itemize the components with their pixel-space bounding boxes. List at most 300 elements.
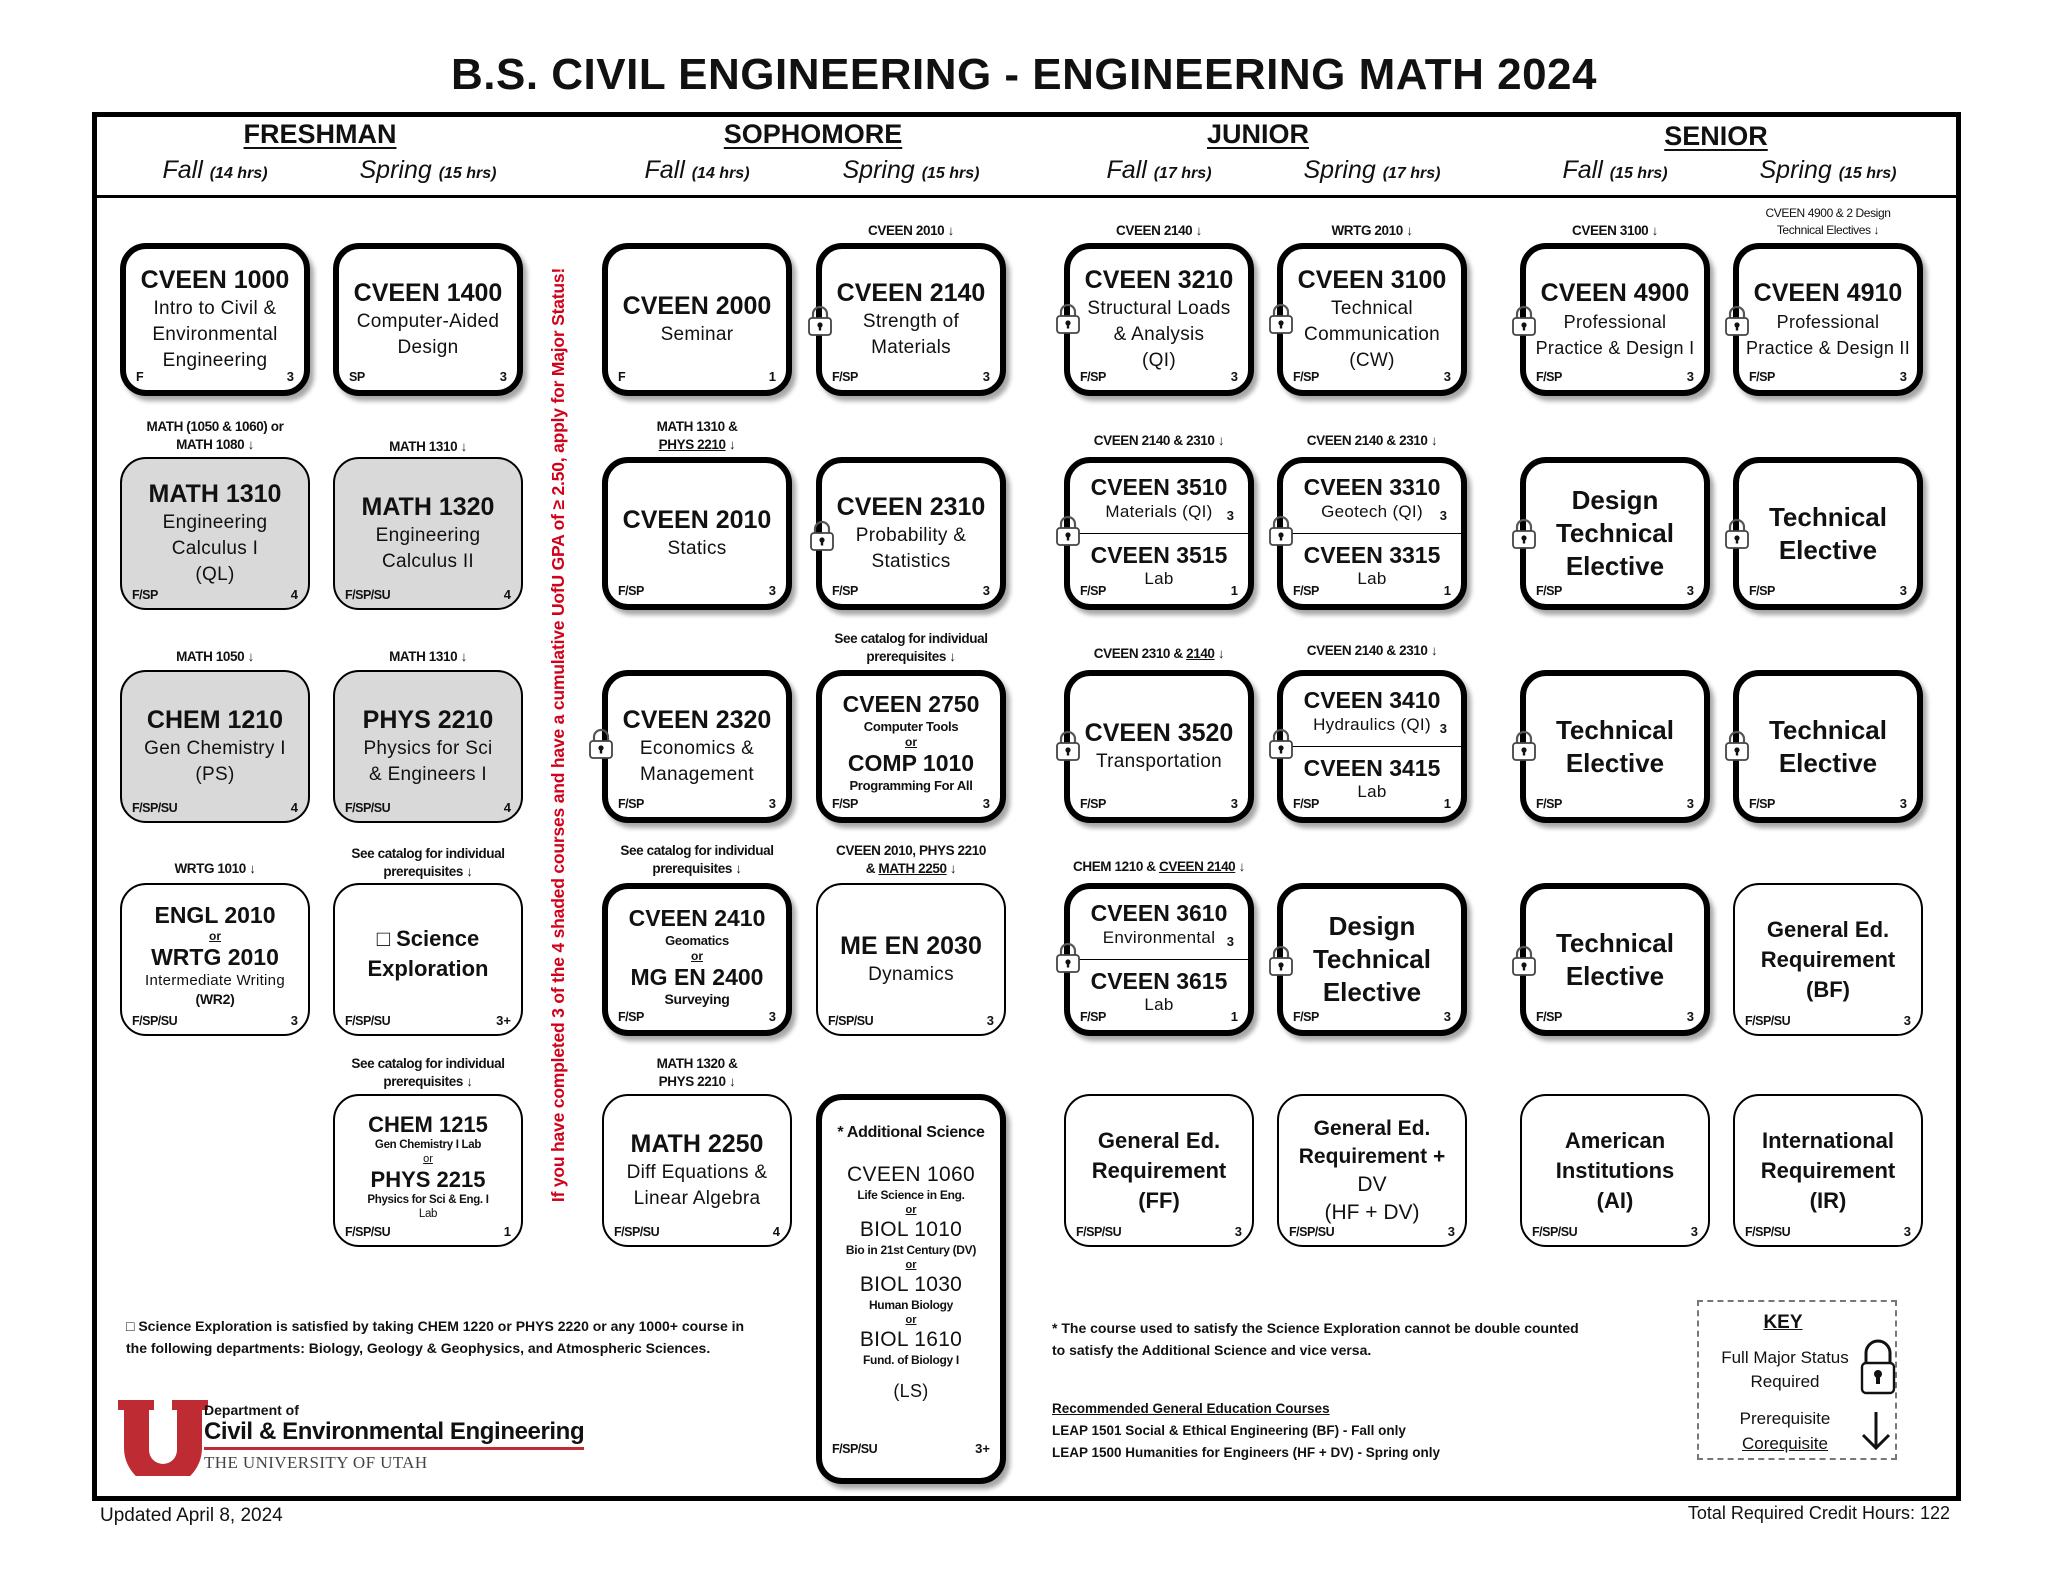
- credit-hours: 3: [1686, 1009, 1694, 1024]
- course-title: Materials: [871, 337, 951, 358]
- credit-hours: 3: [982, 796, 990, 811]
- or-separator: or: [423, 1153, 433, 1165]
- prereq-math-1320: MATH 1310 ↓: [389, 439, 467, 454]
- legend-key: [1697, 1300, 1897, 1460]
- credit-hours: 1: [1443, 796, 1451, 811]
- term-junior-spring: Spring (17 hrs): [1303, 156, 1441, 184]
- course-title: Technical: [1768, 714, 1887, 745]
- credit-hours: 3: [1899, 369, 1907, 384]
- credit-hours: 3: [1234, 1224, 1242, 1239]
- course-cveen-4900[interactable]: [1520, 243, 1710, 396]
- course-title: Surveying: [664, 991, 730, 1007]
- course-code: CVEEN 2010: [622, 506, 772, 534]
- prereq-chem-1210: MATH 1050 ↓: [176, 649, 254, 664]
- credit-hours: 3: [1686, 369, 1694, 384]
- prereq-cveen-3410: CVEEN 2140 & 2310 ↓: [1306, 643, 1438, 658]
- course-title: Lab: [1357, 781, 1387, 801]
- credit-hours: 3: [982, 583, 990, 598]
- semester-offered: F/SP/SU: [832, 1442, 878, 1456]
- course-code: MG EN 2400: [630, 964, 764, 990]
- course-title: International: [1761, 1127, 1894, 1153]
- credit-hours: 3: [768, 796, 776, 811]
- course-math-1310[interactable]: [120, 457, 310, 610]
- course-title: Seminar: [660, 324, 734, 345]
- course-title: Intro to Civil &: [153, 298, 277, 319]
- course-code: CVEEN 3315: [1303, 541, 1441, 568]
- lecture-section: [1283, 463, 1461, 534]
- course-cveen-2010[interactable]: [602, 457, 792, 610]
- credit-hours: 1: [1443, 583, 1451, 598]
- course-code: ENGL 2010: [154, 901, 276, 928]
- course-title: Bio in 21st Century (DV): [845, 1243, 977, 1257]
- course-title: Probability &: [855, 525, 967, 546]
- course-cveen-1000[interactable]: [120, 243, 310, 396]
- semester-offered: F/SP: [1749, 797, 1775, 811]
- semester-offered: F/SP/SU: [132, 801, 178, 815]
- course-code: CHEM 1215: [368, 1112, 488, 1137]
- credit-hours: 3: [1899, 583, 1907, 598]
- semester-offered: F/SP: [1293, 370, 1319, 384]
- semester-offered: F/SP/SU: [828, 1014, 874, 1028]
- gen-ed-tag: (AI): [1596, 1187, 1634, 1213]
- course-title: Elective: [1778, 534, 1878, 565]
- course-title: Physics for Sci & Eng. I: [367, 1194, 489, 1206]
- course-cveen-1400[interactable]: [333, 243, 523, 396]
- university-logo-icon: [118, 1400, 208, 1476]
- course-title: Calculus II: [381, 551, 474, 572]
- course-code: CVEEN 3210: [1084, 266, 1234, 294]
- credit-hours: 3: [1226, 934, 1234, 949]
- gen-ed-tag: (IR): [1809, 1187, 1847, 1213]
- arrow-down-icon: [1859, 1410, 1893, 1452]
- prereq-cveen-4900: CVEEN 3100 ↓: [1572, 223, 1658, 238]
- credit-hours: 3: [1439, 721, 1447, 736]
- credit-hours: 3: [1899, 796, 1907, 811]
- lock-icon: [1055, 515, 1081, 547]
- prereq-me-en-2030: CVEEN 2010, PHYS 2210 & MATH 2250 ↓: [836, 843, 986, 876]
- major-status-note: If you have completed 3 of the 4 shaded courses and have a cumulative UofU GPA of ≥ 2.50, apply for Major Status!: [548, 267, 568, 1203]
- term-senior-fall: Fall (15 hrs): [1562, 156, 1668, 184]
- course-math-2250[interactable]: [602, 1094, 792, 1247]
- semester-offered: F/SP/SU: [345, 1014, 391, 1028]
- course-code: CVEEN 3100: [1297, 266, 1447, 294]
- credit-hours: 3: [982, 369, 990, 384]
- course-title: & Engineers I: [369, 764, 487, 785]
- credit-hours: 3+: [496, 1013, 511, 1028]
- semester-offered: F/SP/SU: [132, 1014, 178, 1028]
- course-title: Gen Chemistry I Lab: [374, 1139, 482, 1151]
- course-code: MATH 1320: [361, 493, 495, 521]
- course-title: Intermediate Writing: [145, 971, 285, 989]
- credit-hours: 3: [1903, 1224, 1911, 1239]
- semester-offered: F/SP: [1749, 584, 1775, 598]
- semester-offered: F/SP: [832, 797, 858, 811]
- semester-offered: F: [618, 370, 626, 384]
- lock-icon: [1055, 942, 1081, 974]
- course-cveen-3310-3315[interactable]: [1277, 457, 1467, 610]
- semester-offered: F/SP: [1536, 797, 1562, 811]
- course-title: Design: [1571, 485, 1659, 515]
- course-title: Elective: [1565, 960, 1665, 991]
- semester-offered: F/SP: [1536, 370, 1562, 384]
- credit-hours: 3: [1443, 1009, 1451, 1024]
- semester-offered: F: [136, 370, 144, 384]
- semester-offered: F/SP: [1536, 1010, 1562, 1024]
- course-title: Geomatics: [665, 933, 729, 948]
- semester-offered: F/SP: [1080, 1010, 1106, 1024]
- gen-ed-tag: (QL): [195, 564, 235, 585]
- technical-elective-2[interactable]: [1733, 457, 1923, 610]
- course-title: Institutions: [1555, 1157, 1675, 1183]
- semester-offered: F/SP: [832, 370, 858, 384]
- course-title: Economics &: [639, 738, 755, 759]
- or-separator: or: [905, 735, 917, 749]
- course-title: Practice & Design I: [1535, 338, 1695, 358]
- course-cveen-3210[interactable]: [1064, 243, 1254, 396]
- or-separator: or: [905, 1259, 917, 1271]
- additional-science-note: * The course used to satisfy the Science Exploration cannot be double counted to satisfy the Additional Science and vice versa.: [1052, 1320, 1579, 1358]
- course-title: Programming For All: [849, 778, 973, 793]
- course-cveen-2140[interactable]: [816, 243, 1006, 396]
- course-title: Technical: [1555, 714, 1674, 745]
- gen-ed-tag: DV: [1357, 1172, 1387, 1196]
- course-cveen-3510-3515[interactable]: [1064, 457, 1254, 610]
- course-cveen-3520[interactable]: [1064, 670, 1254, 823]
- course-title: Lab: [1144, 568, 1174, 588]
- course-cveen-2310[interactable]: [816, 457, 1006, 610]
- lock-icon: [1268, 728, 1294, 760]
- semester-offered: F/SP: [1080, 797, 1106, 811]
- course-code: WRTG 2010: [151, 943, 279, 970]
- year-junior: JUNIOR: [1206, 119, 1309, 149]
- course-title: Engineering: [375, 525, 481, 546]
- year-sophomore: SOPHOMORE: [723, 119, 903, 149]
- course-title: General Ed.: [1313, 1116, 1431, 1140]
- header-divider: [97, 195, 1956, 198]
- lock-icon: [1268, 515, 1294, 547]
- credit-hours: 3: [1447, 1224, 1455, 1239]
- science-exploration-note: □ Science Exploration is satisfied by taking CHEM 1220 or PHYS 2220 or any 1000+ course in the following departments: Biology, Geology & Geophysics, and Atmospheric Sciences.: [126, 1318, 745, 1356]
- lock-icon: [1724, 730, 1750, 762]
- gen-ed-tag: (WR2): [195, 990, 235, 1007]
- course-math-1320[interactable]: [333, 457, 523, 610]
- prereq-cveen-3100: WRTG 2010 ↓: [1331, 223, 1413, 238]
- course-title: Gen Chemistry I: [144, 738, 286, 759]
- course-code: CVEEN 2000: [622, 292, 772, 320]
- course-title: American: [1564, 1127, 1666, 1153]
- gen-ed-tag: (QI): [1142, 350, 1176, 371]
- course-title: Requirement: [1091, 1157, 1227, 1183]
- course-code: PHYS 2215: [370, 1167, 486, 1192]
- semester-offered: F/SP/SU: [345, 1225, 391, 1239]
- recommended-gen-ed: [1052, 1398, 1612, 1464]
- credit-hours: 4: [503, 587, 511, 602]
- term-sophomore-spring: Spring (15 hrs): [842, 156, 980, 184]
- prereq-cveen-2750: See catalog for individual prerequisites ↓: [834, 631, 988, 664]
- course-title: Physics for Sci: [363, 738, 493, 759]
- prereq-science-lab: See catalog for individual prerequisites ↓: [351, 1056, 505, 1089]
- logo-dept-prefix: Department of: [204, 1402, 299, 1418]
- lock-icon: [1724, 518, 1750, 550]
- course-code: CVEEN 1060: [847, 1163, 975, 1186]
- course-cveen-2410-mg-en-2400[interactable]: [602, 883, 792, 1036]
- lock-icon: [1511, 305, 1537, 337]
- course-code: CVEEN 1400: [353, 279, 503, 307]
- logo-dept-name: Civil & Environmental Engineering: [204, 1418, 584, 1450]
- course-code: BIOL 1610: [859, 1328, 963, 1351]
- course-title: Lab: [1357, 568, 1387, 588]
- course-title: Strength of: [862, 311, 960, 332]
- technical-elective-3[interactable]: [1520, 883, 1710, 1036]
- semester-offered: F/SP: [832, 584, 858, 598]
- course-code: CVEEN 2410: [628, 905, 766, 931]
- prereq-math-1310: MATH (1050 & 1060) or MATH 1080 ↓: [146, 419, 284, 452]
- course-title: Linear Algebra: [633, 1188, 761, 1209]
- or-separator: or: [209, 928, 221, 943]
- course-title: Engineering: [162, 350, 268, 371]
- course-code: CVEEN 2140: [836, 279, 986, 307]
- lock-icon: [807, 305, 833, 337]
- course-title: Professional: [1563, 312, 1667, 332]
- prereq-cveen-2410: See catalog for individual prerequisites ↓: [620, 843, 774, 876]
- term-freshman-spring: Spring (15 hrs): [359, 156, 497, 184]
- course-title: Structural Loads: [1087, 298, 1231, 319]
- course-title: □ Science: [376, 925, 480, 951]
- gen-ed-tag: (BF): [1806, 976, 1850, 1002]
- course-code: CVEEN 3615: [1090, 967, 1228, 994]
- course-code: MATH 1310: [148, 480, 282, 508]
- course-title: Elective: [1322, 977, 1422, 1007]
- credit-hours: 3: [286, 369, 294, 384]
- gen-ed-ff[interactable]: [1064, 1094, 1254, 1247]
- semester-offered: F/SP/SU: [345, 588, 391, 602]
- prereq-cveen-3510: CVEEN 2140 & 2310 ↓: [1093, 433, 1225, 448]
- course-title: Elective: [1565, 747, 1665, 778]
- course-cveen-4910[interactable]: [1733, 243, 1923, 396]
- course-code: PHYS 2210: [362, 706, 494, 734]
- gen-ed-tag: (HF + DV): [1324, 1200, 1420, 1224]
- credit-hours: 3: [499, 369, 507, 384]
- semester-offered: F/SP/SU: [1745, 1014, 1791, 1028]
- key-arrow-label: Prerequisite Corequisite: [1739, 1409, 1831, 1453]
- course-code: CVEEN 1000: [140, 266, 290, 294]
- prereq-math-2250: MATH 1320 & PHYS 2210 ↓: [656, 1056, 738, 1089]
- course-title: Materials (QI): [1105, 501, 1213, 521]
- course-code: BIOL 1010: [859, 1218, 963, 1241]
- course-phys-2210[interactable]: [333, 670, 523, 823]
- course-code: BIOL 1030: [859, 1273, 963, 1296]
- course-title: Requirement: [1760, 1157, 1896, 1183]
- prereq-cveen-3610: CHEM 1210 & CVEEN 2140 ↓: [1073, 859, 1245, 874]
- gen-ed-ir[interactable]: [1733, 1094, 1923, 1247]
- key-title: KEY: [1763, 1312, 1803, 1333]
- year-senior: SENIOR: [1664, 121, 1768, 151]
- course-title: Computer Tools: [863, 719, 959, 734]
- gen-ed-tag: (LS): [893, 1381, 929, 1401]
- year-freshman: FRESHMAN: [243, 119, 397, 149]
- course-code: CVEEN 4910: [1753, 279, 1903, 307]
- credit-hours: 3: [1686, 583, 1694, 598]
- semester-offered: F/SP: [618, 797, 644, 811]
- logo-university: THE UNIVERSITY OF UTAH: [204, 1453, 428, 1472]
- course-title: Dynamics: [868, 964, 954, 985]
- course-title: * Additional Science: [837, 1124, 985, 1141]
- total-credit-hours: Total Required Credit Hours: 122: [1687, 1503, 1950, 1523]
- or-separator: or: [905, 1204, 917, 1216]
- credit-hours: 3: [768, 1009, 776, 1024]
- course-cveen-3610-3615[interactable]: [1064, 883, 1254, 1036]
- course-title: Human Biology: [868, 1298, 954, 1312]
- credit-hours: 1: [1230, 583, 1238, 598]
- lock-icon: [1055, 303, 1081, 335]
- lock-icon: [1055, 730, 1081, 762]
- prereq-science-exploration: See catalog for individual prerequisites ↓: [351, 846, 505, 879]
- course-title: Communication: [1304, 324, 1440, 345]
- course-title: Professional: [1776, 312, 1880, 332]
- credit-hours: 1: [1230, 1009, 1238, 1024]
- or-separator: or: [691, 949, 703, 963]
- semester-offered: F/SP: [1293, 797, 1319, 811]
- prereq-cveen-3210: CVEEN 2140 ↓: [1116, 223, 1202, 238]
- course-title: Practice & Design II: [1745, 338, 1911, 358]
- course-code: COMP 1010: [847, 750, 975, 776]
- gen-ed-bf[interactable]: [1733, 883, 1923, 1036]
- course-code: CVEEN 4900: [1540, 279, 1690, 307]
- gen-ed-hf-dv[interactable]: [1277, 1094, 1467, 1247]
- credit-hours: 3+: [975, 1441, 990, 1456]
- course-title: Elective: [1565, 551, 1665, 581]
- lock-icon: [1859, 1338, 1897, 1396]
- course-title: Lab: [1144, 994, 1174, 1014]
- credit-hours: 3: [1439, 508, 1447, 523]
- term-junior-fall: Fall (17 hrs): [1106, 156, 1212, 184]
- or-separator: or: [905, 1314, 917, 1326]
- semester-offered: SP: [349, 370, 365, 384]
- lock-icon: [1511, 518, 1537, 550]
- prereq-cveen-3520: CVEEN 2310 & 2140 ↓: [1093, 646, 1225, 661]
- credit-hours: 3: [986, 1013, 994, 1028]
- course-cveen-2750-comp-1010[interactable]: [816, 670, 1006, 823]
- course-engl-wrtg-2010[interactable]: [120, 883, 310, 1036]
- lock-icon: [809, 520, 835, 552]
- course-code: CVEEN 2310: [836, 493, 986, 521]
- course-title: Requirement +: [1298, 1144, 1446, 1168]
- course-code: CVEEN 3310: [1303, 473, 1441, 500]
- course-title: Technical: [1331, 298, 1413, 319]
- course-code: CVEEN 3410: [1303, 686, 1441, 713]
- semester-offered: F/SP: [132, 588, 158, 602]
- course-title: Management: [640, 764, 754, 785]
- credit-hours: 3: [1686, 796, 1694, 811]
- course-title: Design: [397, 337, 459, 358]
- lecture-section: [1283, 676, 1461, 747]
- course-me-en-2030[interactable]: [816, 883, 1006, 1036]
- page-title: B.S. CIVIL ENGINEERING - ENGINEERING MATH 2024: [450, 50, 1597, 99]
- credit-hours: 4: [772, 1224, 780, 1239]
- credit-hours: 4: [290, 800, 298, 815]
- course-cveen-3100[interactable]: [1277, 243, 1467, 396]
- recommended-heading: Recommended General Education Courses: [1052, 1401, 1330, 1416]
- course-code: ME EN 2030: [840, 932, 982, 960]
- semester-offered: F/SP: [618, 584, 644, 598]
- course-title: Computer-Aided: [356, 311, 500, 332]
- course-title: Lab: [418, 1208, 438, 1220]
- semester-offered: F/SP: [1080, 584, 1106, 598]
- course-code: CVEEN 3515: [1090, 541, 1228, 568]
- semester-offered: F/SP: [1749, 370, 1775, 384]
- credit-hours: 3: [1230, 796, 1238, 811]
- semester-offered: F/SP/SU: [1076, 1225, 1122, 1239]
- course-code: MATH 2250: [630, 1130, 764, 1158]
- course-title: Diff Equations &: [626, 1162, 768, 1183]
- course-title: Requirement: [1760, 946, 1896, 972]
- course-chem-1215-phys-2215[interactable]: [333, 1094, 523, 1247]
- semester-offered: F/SP/SU: [1289, 1225, 1335, 1239]
- course-science-exploration[interactable]: [333, 883, 523, 1036]
- course-title: Transportation: [1095, 751, 1222, 772]
- gen-ed-tag: (PS): [195, 764, 235, 785]
- course-title: & Analysis: [1113, 324, 1205, 345]
- course-title: Exploration: [367, 955, 489, 981]
- prereq-cveen-2140: CVEEN 2010 ↓: [868, 223, 954, 238]
- course-title: Environmental: [152, 324, 278, 345]
- course-code: CVEEN 3520: [1084, 719, 1234, 747]
- lock-icon: [1511, 730, 1537, 762]
- recommended-course: LEAP 1501 Social & Ethical Engineering (BF) - Fall only: [1052, 1423, 1406, 1438]
- course-code: CVEEN 3510: [1090, 473, 1228, 500]
- semester-offered: F/SP: [618, 1010, 644, 1024]
- gen-ed-ai[interactable]: [1520, 1094, 1710, 1247]
- credit-hours: 3: [1226, 508, 1234, 523]
- course-title: Environmental: [1102, 927, 1216, 947]
- credit-hours: 3: [290, 1013, 298, 1028]
- course-title: Technical: [1312, 944, 1431, 974]
- course-title: Technical: [1768, 501, 1887, 532]
- course-title: Statistics: [871, 551, 951, 572]
- prereq-engl-2010: WRTG 1010 ↓: [174, 861, 256, 876]
- course-title: Calculus I: [171, 538, 259, 559]
- lock-icon: [1724, 305, 1750, 337]
- prereq-cveen-3310: CVEEN 2140 & 2310 ↓: [1306, 433, 1438, 448]
- technical-elective-1[interactable]: [1520, 670, 1710, 823]
- credit-hours: 4: [503, 800, 511, 815]
- key-lock-label: Full Major Status Required: [1721, 1348, 1849, 1391]
- course-title: Hydraulics (QI): [1313, 714, 1431, 734]
- semester-offered: F/SP: [1293, 584, 1319, 598]
- course-title: Life Science in Eng.: [857, 1188, 965, 1202]
- course-additional-science[interactable]: [816, 1094, 1006, 1484]
- course-code: CVEEN 3415: [1303, 754, 1441, 781]
- course-title: General Ed.: [1097, 1127, 1221, 1153]
- term-senior-spring: Spring (15 hrs): [1759, 156, 1897, 184]
- design-technical-elective-junior[interactable]: [1277, 883, 1467, 1036]
- course-cveen-2000[interactable]: [602, 243, 792, 396]
- lock-icon: [1511, 945, 1537, 977]
- course-title: Design: [1328, 911, 1416, 941]
- design-technical-elective-senior[interactable]: [1520, 457, 1710, 610]
- course-cveen-2320[interactable]: [602, 670, 792, 823]
- course-cveen-3410-3415[interactable]: [1277, 670, 1467, 823]
- prereq-phys-2210: MATH 1310 ↓: [389, 649, 467, 664]
- lock-icon: [588, 728, 614, 760]
- prereq-cveen-4910: CVEEN 4900 & 2 Design Technical Electives ↓: [1765, 206, 1891, 237]
- course-title: Technical: [1555, 518, 1674, 548]
- credit-hours: 3: [768, 583, 776, 598]
- technical-elective-4[interactable]: [1733, 670, 1923, 823]
- course-code: CVEEN 2320: [622, 706, 772, 734]
- course-chem-1210[interactable]: [120, 670, 310, 823]
- semester-offered: F/SP/SU: [1745, 1225, 1791, 1239]
